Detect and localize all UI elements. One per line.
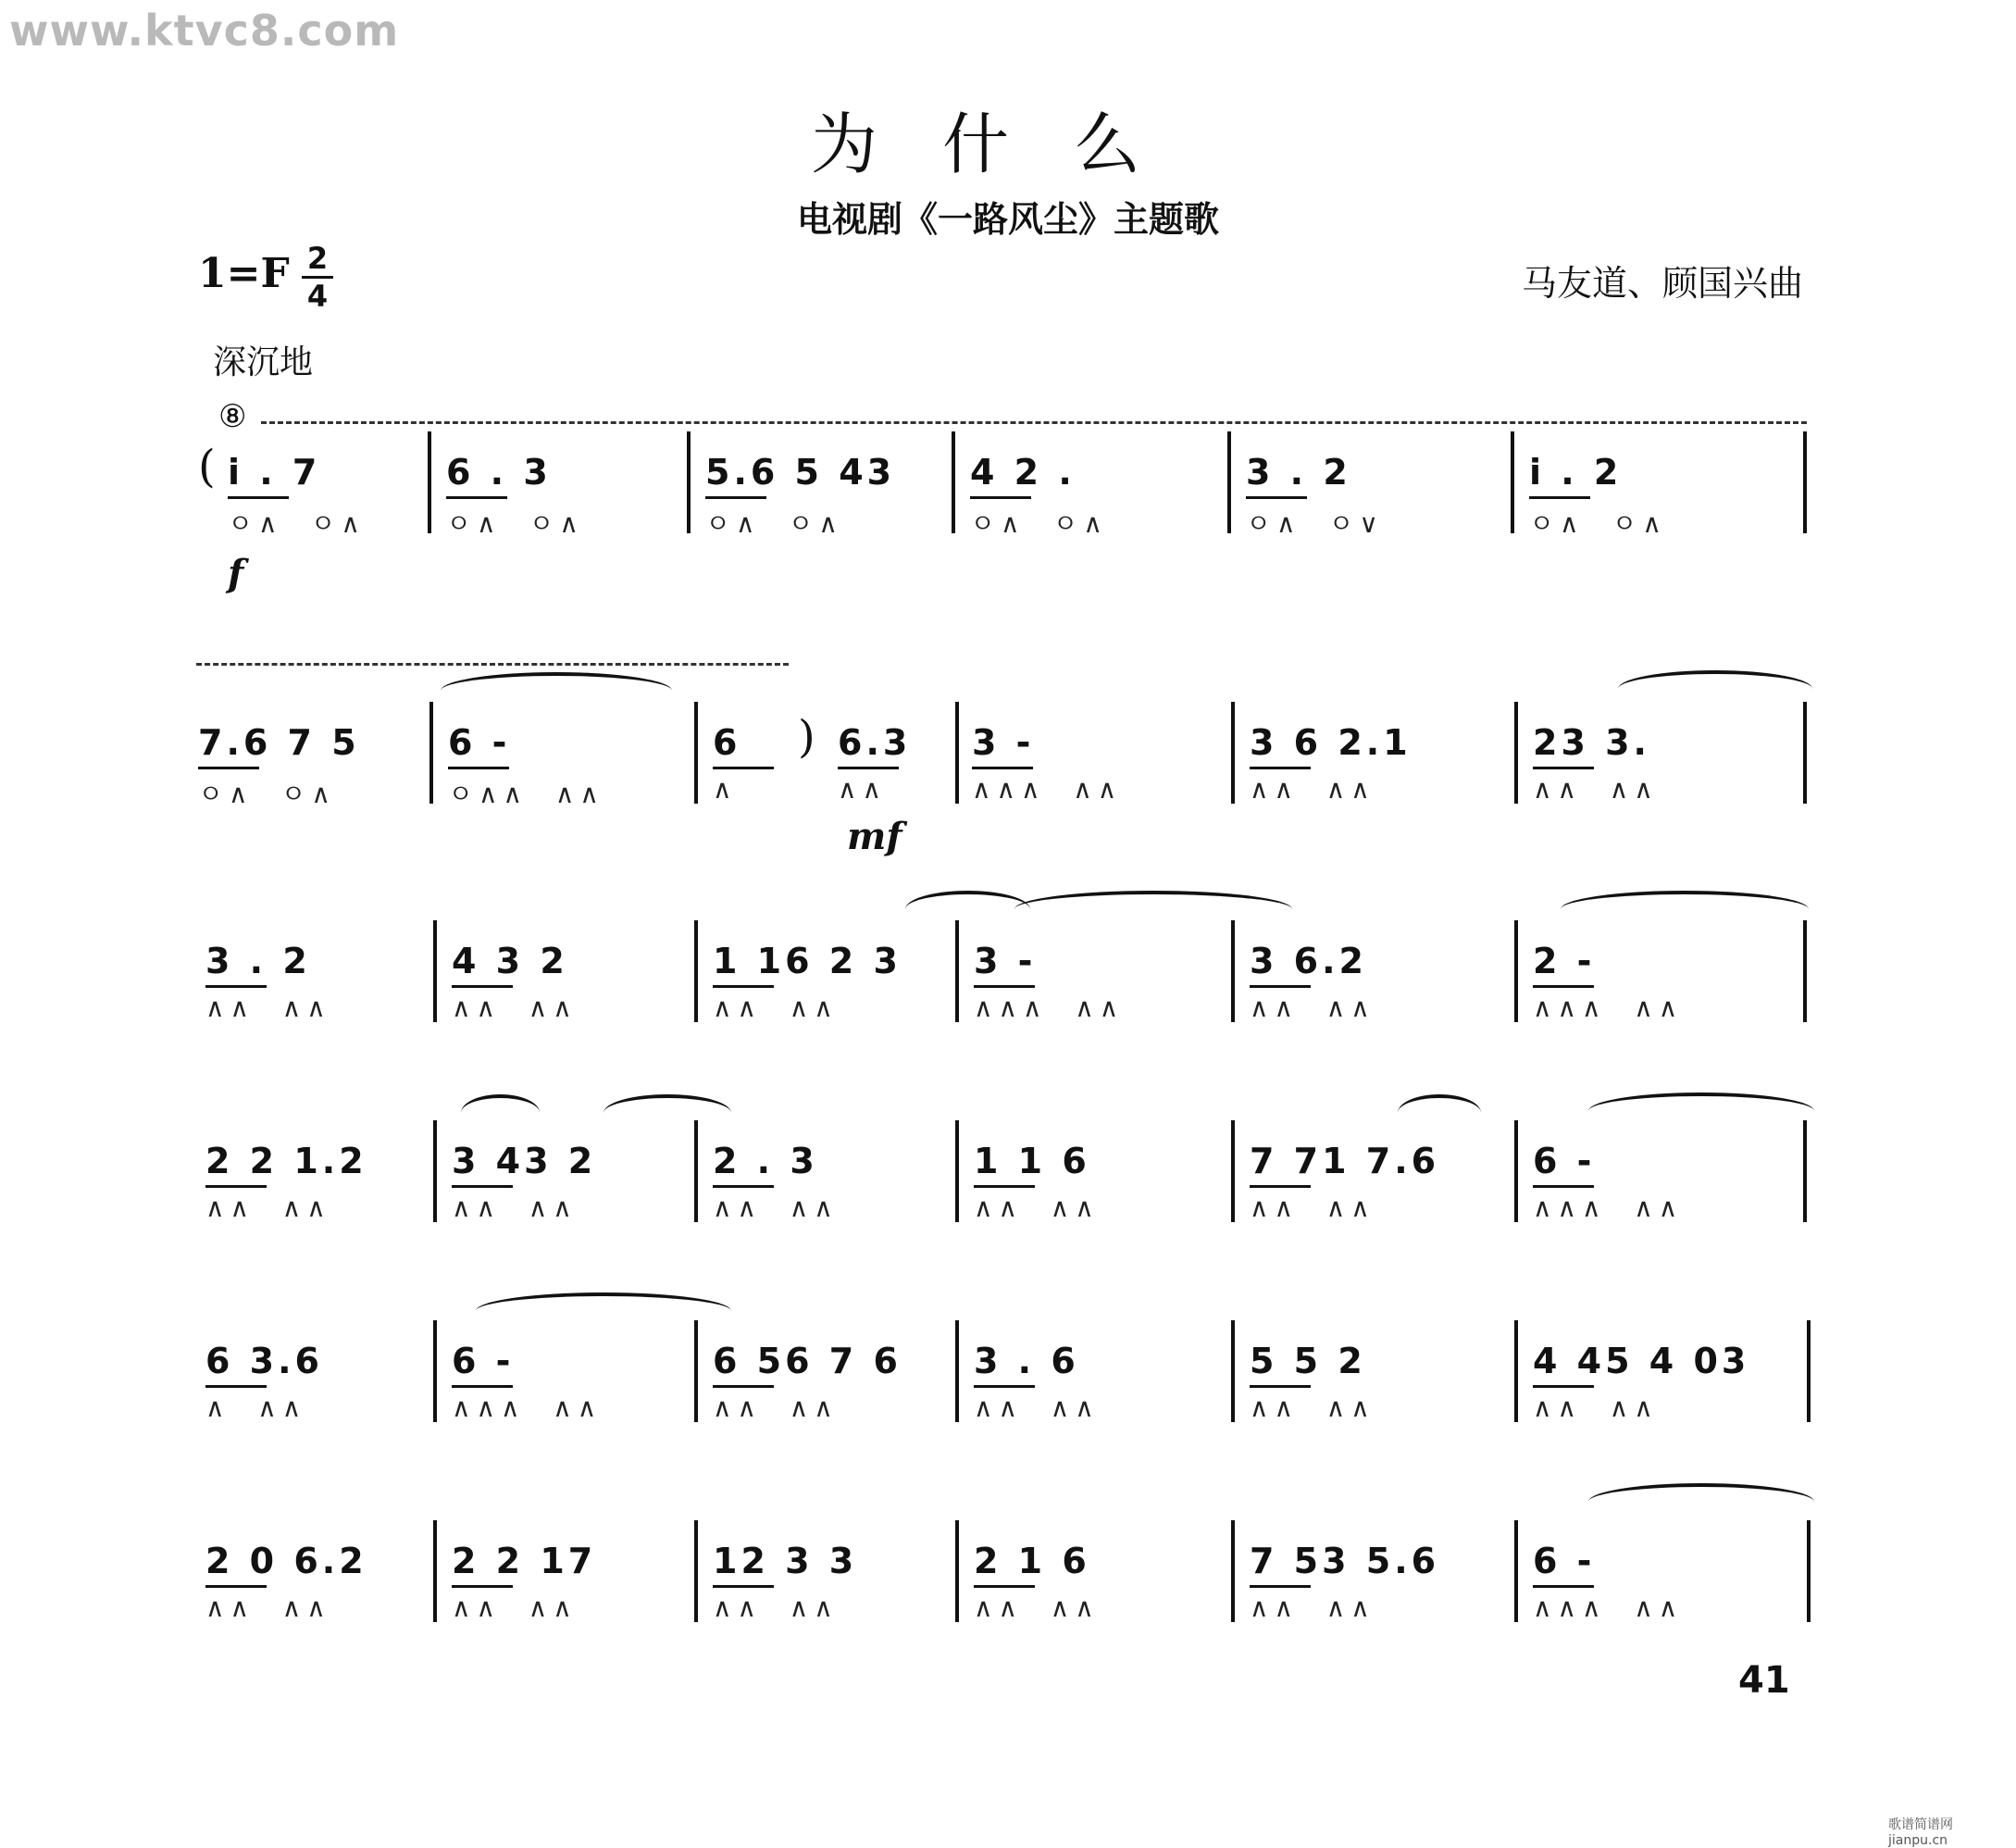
beam-underline	[974, 1585, 1035, 1588]
beam-underline	[228, 496, 289, 499]
ottava-mark: ⑧	[218, 398, 247, 435]
barline	[1803, 920, 1807, 1022]
measure-articulation: ∧∧∧ ∧∧	[1533, 993, 1684, 1023]
measure-articulation: ∧∧ ∧∧	[1533, 774, 1659, 805]
ottava-line	[261, 421, 1807, 424]
beam-underline	[1250, 985, 1311, 988]
barline	[1803, 1120, 1807, 1222]
measure-articulation: ∧∧ ∧∧	[205, 1192, 331, 1223]
beam-underline	[838, 767, 899, 769]
measure-articulation: ㅇ∧∧ ∧∧	[448, 779, 604, 809]
barline	[1514, 702, 1518, 804]
beam-underline	[1246, 496, 1307, 499]
beam-underline	[1529, 496, 1590, 499]
barline	[1227, 431, 1231, 533]
barline	[694, 920, 698, 1022]
barline	[694, 1320, 698, 1422]
measure-notes: i . 7	[228, 452, 321, 493]
measure-articulation: ∧∧ ∧∧	[1250, 1192, 1375, 1223]
beam-underline	[713, 1185, 774, 1188]
measure-notes: 2 1 6	[974, 1541, 1090, 1581]
measure-articulation: ∧∧ ∧∧	[713, 1592, 839, 1623]
measure-articulation: ∧∧	[838, 774, 887, 805]
beam-underline	[970, 496, 1031, 499]
open-paren: (	[198, 441, 216, 493]
measure-articulation: ∧∧∧ ∧∧	[974, 993, 1125, 1023]
slur	[1588, 1483, 1814, 1502]
time-sig-bottom: 4	[306, 279, 329, 314]
barline	[1514, 1520, 1518, 1622]
close-paren: )	[798, 711, 815, 763]
slur	[1618, 670, 1812, 689]
measure-articulation: ∧∧∧ ∧∧	[972, 774, 1123, 805]
barline	[1514, 1120, 1518, 1222]
measure-articulation: ∧∧ ∧∧	[452, 993, 578, 1023]
dynamic-f: f	[228, 552, 244, 595]
measure-articulation: ∧∧ ∧∧	[1250, 774, 1375, 805]
barline	[428, 431, 431, 533]
measure-articulation: ∧∧ ∧∧	[974, 1192, 1100, 1223]
beam-underline	[974, 1385, 1035, 1388]
measure-articulation: ∧ ∧∧	[205, 1392, 307, 1423]
measure-notes: 1 16 2 3	[713, 941, 902, 981]
measure-notes: 6 -	[448, 722, 511, 763]
measure-articulation: ∧∧∧ ∧∧	[1533, 1192, 1684, 1223]
barline	[433, 920, 437, 1022]
beam-underline	[452, 1585, 513, 1588]
measure-notes: 7 53 5.6	[1250, 1541, 1440, 1581]
measure-notes: 6 -	[1533, 1541, 1596, 1581]
beam-underline	[1533, 1585, 1594, 1588]
beam-underline	[1533, 1385, 1594, 1388]
measure-notes: 5 5 2	[1250, 1341, 1366, 1381]
tempo-marking: 深沉地	[213, 343, 314, 381]
measure-articulation: ㅇ∧ ㅇ∧	[228, 508, 366, 539]
measure-articulation: ㅇ∧ ㅇ∧	[446, 508, 584, 539]
barline	[952, 431, 955, 533]
measure-notes: 6 3.6	[205, 1341, 323, 1381]
beam-underline	[452, 1185, 513, 1188]
beam-underline	[205, 1185, 267, 1188]
measure-articulation: ∧∧ ∧∧	[205, 993, 331, 1023]
measure-articulation: ∧∧ ∧∧	[713, 1392, 839, 1423]
measure-articulation: ∧	[713, 774, 738, 805]
measure-notes: 3 -	[974, 941, 1037, 981]
measure-articulation: ∧∧ ∧∧	[713, 993, 839, 1023]
measure-notes: 7.6 7 5	[198, 722, 360, 763]
measure-notes: 5.6 5 43	[705, 452, 896, 493]
measure-articulation: ∧∧ ∧∧	[452, 1592, 578, 1623]
beam-underline	[974, 985, 1035, 988]
beam-underline	[705, 496, 766, 499]
barline	[694, 1520, 698, 1622]
measure-articulation: ㅇ∧ ㅇ∨	[1246, 508, 1384, 539]
barline	[1807, 1520, 1811, 1622]
measure-notes: 6 -	[1533, 1141, 1596, 1181]
beam-underline	[1250, 1385, 1311, 1388]
watermark: www.ktvc8.com	[9, 6, 400, 56]
ottava-line-end	[196, 663, 789, 666]
beam-underline	[713, 1585, 774, 1588]
beam-underline	[713, 767, 774, 769]
beam-underline	[974, 1185, 1035, 1188]
measure-articulation: ∧∧ ∧∧	[1250, 993, 1375, 1023]
barline	[955, 920, 959, 1022]
measure-notes: 6	[713, 722, 741, 763]
beam-underline	[205, 1385, 267, 1388]
measure-articulation: ∧∧∧ ∧∧	[1533, 1592, 1684, 1623]
dynamic-mf: mf	[847, 815, 902, 858]
measure-notes: 6 56 7 6	[713, 1341, 902, 1381]
barline	[955, 1120, 959, 1222]
measure-articulation: ㅇ∧ ㅇ∧	[705, 508, 843, 539]
measure-articulation: ∧∧ ∧∧	[974, 1392, 1100, 1423]
measure-notes: 6 -	[452, 1341, 515, 1381]
beam-underline	[1533, 985, 1594, 988]
measure-articulation: ㅇ∧ ㅇ∧	[1529, 508, 1667, 539]
slur	[1588, 1093, 1814, 1111]
slur	[441, 672, 672, 691]
beam-underline	[452, 1385, 513, 1388]
measure-notes: 2 . 3	[713, 1141, 818, 1181]
measure-notes: 3 . 2	[205, 941, 311, 981]
measure-articulation: ∧∧ ∧∧	[1533, 1392, 1659, 1423]
barline	[1511, 431, 1514, 533]
measure-articulation: ㅇ∧ ㅇ∧	[198, 779, 336, 809]
barline	[1231, 1120, 1235, 1222]
slur	[1398, 1094, 1481, 1113]
key-signature: 1=F	[198, 250, 290, 297]
measure-articulation: ∧∧ ∧∧	[205, 1592, 331, 1623]
barline	[1231, 702, 1235, 804]
measure-articulation: ㅇ∧ ㅇ∧	[970, 508, 1108, 539]
beam-underline	[1250, 1585, 1311, 1588]
measure-notes: 2 -	[1533, 941, 1596, 981]
measure-notes: 2 2 1.2	[205, 1141, 367, 1181]
measure-notes: 3 -	[972, 722, 1035, 763]
beam-underline	[713, 1385, 774, 1388]
beam-underline	[448, 767, 509, 769]
barline	[433, 1320, 437, 1422]
barline	[1231, 1320, 1235, 1422]
measure-notes: 3 43 2	[452, 1141, 597, 1181]
composer: 马友道、顾国兴曲	[1521, 263, 1803, 304]
slur	[476, 1292, 731, 1311]
barline	[1807, 1320, 1811, 1422]
slur	[461, 1094, 540, 1113]
barline	[433, 1520, 437, 1622]
measure-notes: 4 3 2	[452, 941, 568, 981]
slur	[1014, 891, 1292, 909]
barline	[955, 702, 959, 804]
measure-articulation: ∧∧ ∧∧	[974, 1592, 1100, 1623]
measure-articulation: ∧∧ ∧∧	[1250, 1592, 1375, 1623]
time-signature	[302, 243, 333, 312]
footer-site: 歌谱简谱网 jianpu.cn	[1888, 1817, 1953, 1848]
slur	[604, 1094, 731, 1113]
page-number: 41	[1738, 1659, 1790, 1702]
measure-notes: 1 1 6	[974, 1141, 1090, 1181]
measure-articulation: ∧∧∧ ∧∧	[452, 1392, 603, 1423]
beam-underline	[972, 767, 1033, 769]
barline	[1803, 431, 1807, 533]
barline	[1231, 1520, 1235, 1622]
song-subtitle: 电视剧《一路风尘》主题歌	[796, 199, 1219, 240]
barline	[687, 431, 691, 533]
barline	[955, 1520, 959, 1622]
barline	[433, 1120, 437, 1222]
measure-notes: 7 71 7.6	[1250, 1141, 1440, 1181]
measure-notes: 12 3 3	[713, 1541, 858, 1581]
measure-notes: 3 6.2	[1250, 941, 1367, 981]
beam-underline	[1533, 767, 1594, 769]
beam-underline	[205, 1585, 267, 1588]
song-title: 为什么	[810, 106, 1205, 183]
time-sig-top: 2	[306, 241, 329, 276]
beam-underline	[198, 767, 259, 769]
measure-notes: 6 . 3	[446, 452, 552, 493]
measure-notes: 2 0 6.2	[205, 1541, 367, 1581]
measure-notes: 3 6 2.1	[1250, 722, 1412, 763]
measure-notes: 3 . 2	[1246, 452, 1351, 493]
measure-articulation: ∧∧ ∧∧	[1250, 1392, 1375, 1423]
measure-notes: 3 . 6	[974, 1341, 1079, 1381]
beam-underline	[446, 496, 507, 499]
beam-underline	[1250, 767, 1311, 769]
measure-notes: 4 2 .	[970, 452, 1076, 493]
measure-notes: 6.3	[838, 722, 912, 763]
measure-articulation: ∧∧ ∧∧	[713, 1192, 839, 1223]
measure-notes: i . 2	[1529, 452, 1623, 493]
measure-notes: 23 3.	[1533, 722, 1650, 763]
beam-underline	[713, 985, 774, 988]
beam-underline	[452, 985, 513, 988]
barline	[1803, 702, 1807, 804]
beam-underline	[1250, 1185, 1311, 1188]
barline	[1514, 920, 1518, 1022]
barline	[1514, 1320, 1518, 1422]
barline	[694, 1120, 698, 1222]
barline	[955, 1320, 959, 1422]
barline	[694, 702, 698, 804]
barline	[429, 702, 433, 804]
beam-underline	[205, 985, 267, 988]
measure-notes: 2 2 17	[452, 1541, 597, 1581]
barline	[1231, 920, 1235, 1022]
measure-articulation: ∧∧ ∧∧	[452, 1192, 578, 1223]
slur	[1561, 891, 1809, 909]
measure-notes: 4 45 4 03	[1533, 1341, 1750, 1381]
beam-underline	[1533, 1185, 1594, 1188]
slur	[905, 891, 1030, 909]
